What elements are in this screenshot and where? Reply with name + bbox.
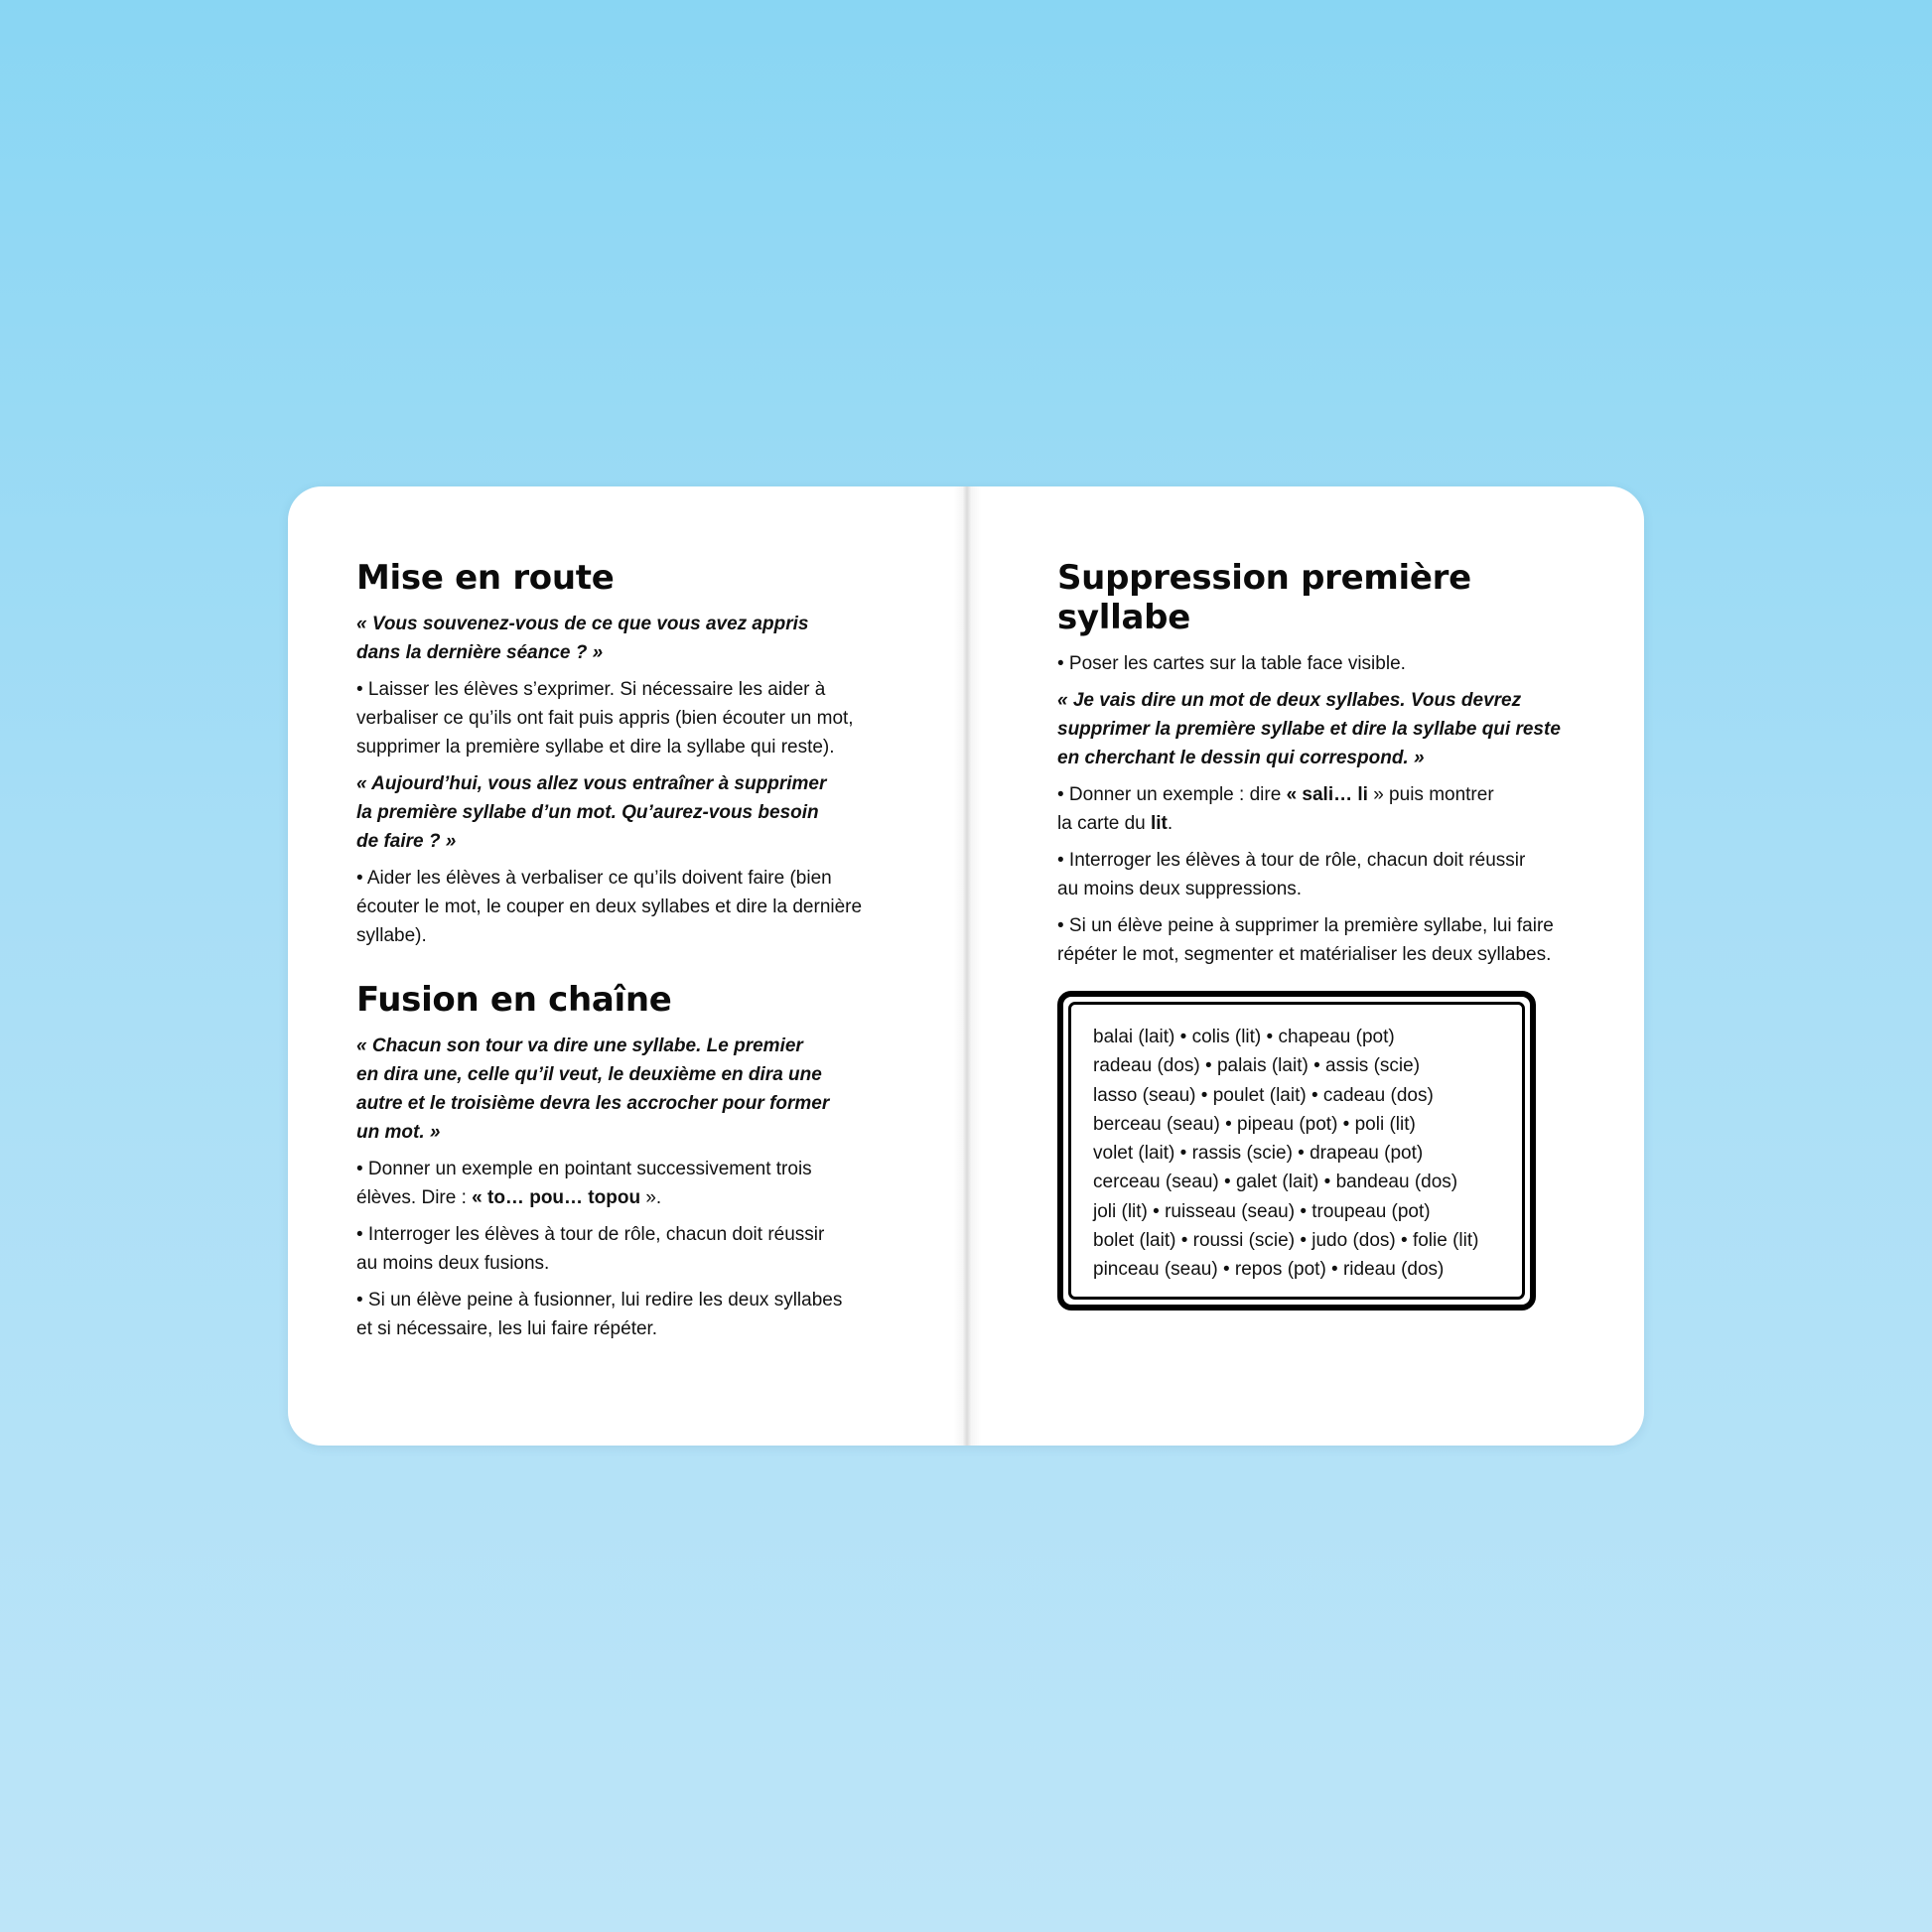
instruction-peine-fusion: • Si un élève peine à fusionner, lui redire les deux syllabes et si nécessaire, les lui faire répéter. (356, 1290, 843, 1339)
word-list-line: lasso (seau) • poulet (lait) • cadeau (dos) (1093, 1084, 1434, 1106)
quote-suppression: « Je vais dire un mot de deux syllabes. Vous devrez supprimer la première syllabe et dire la syllabe qui reste en cherchant le dessin qui correspond. » (1057, 690, 1561, 768)
section-title-mise-en-route: Mise en route (356, 558, 615, 598)
instruction-verbaliser: • Laisser les élèves s’exprimer. Si nécessaire les aider à verbaliser ce qu’ils ont fait puis appris (bien écouter un mot, supprimer la première syllabe et dire la syllabe qui reste). (356, 679, 854, 758)
word-list-line: volet (lait) • rassis (scie) • drapeau (pot) (1093, 1143, 1424, 1165)
instruction-interroger-suppression: • Interroger les élèves à tour de rôle, chacun doit réussir au moins deux suppressions. (1057, 850, 1526, 899)
instruction-exemple-suppression: • Donner un exemple : dire « sali… li » puis montrer la carte du lit. (1057, 784, 1494, 834)
word-list-line: bolet (lait) • roussi (scie) • judo (dos) • folie (lit) (1093, 1230, 1479, 1252)
quote-fusion: « Chacun son tour va dire une syllabe. Le premier en dira une, celle qu’il veut, le deuxième en dira une autre et le troisième devra les accrocher pour former un mot. » (356, 1035, 830, 1143)
quote-mise-en-route-1: « Vous souvenez-vous de ce que vous avez appris dans la dernière séance ? » (356, 614, 809, 663)
right-page (1057, 486, 1593, 1446)
word-list-box-inner (1068, 1002, 1525, 1300)
instruction-poser-cartes: • Poser les cartes sur la table face visible. (1057, 653, 1406, 674)
instruction-peine-suppression: • Si un élève peine à supprimer la première syllabe, lui faire répéter le mot, segmenter et matérialiser les deux syllabes. (1057, 915, 1554, 965)
word-list-box (1057, 991, 1536, 1311)
instruction-exemple-fusion: • Donner un exemple en pointant successivement trois élèves. Dire : « to… pou… topou ». (356, 1159, 812, 1208)
word-list-line: pinceau (seau) • repos (pot) • rideau (dos) (1093, 1259, 1445, 1281)
instruction-aider: • Aider les élèves à verbaliser ce qu’ils doivent faire (bien écouter le mot, le couper en deux syllabes et dire la dernière syllabe). (356, 868, 863, 946)
word-list-line: cerceau (seau) • galet (lait) • bandeau (dos) (1093, 1172, 1458, 1193)
section-title-suppression: Suppression première syllabe (1057, 558, 1471, 637)
page-fold (953, 486, 981, 1446)
word-list-line: balai (lait) • colis (lit) • chapeau (pot) (1093, 1027, 1395, 1047)
instruction-interroger-fusion: • Interroger les élèves à tour de rôle, chacun doit réussir au moins deux fusions. (356, 1224, 825, 1274)
booklet-spread (288, 486, 1644, 1446)
quote-mise-en-route-2: « Aujourd’hui, vous allez vous entraîner à supprimer la première syllabe d’un mot. Qu’aurez-vous besoin de faire ? » (356, 773, 827, 852)
section-title-fusion-en-chaine: Fusion en chaîne (356, 980, 672, 1020)
left-page (356, 486, 893, 1446)
word-list-line: radeau (dos) • palais (lait) • assis (scie) (1093, 1055, 1421, 1077)
word-list-line: berceau (seau) • pipeau (pot) • poli (lit) (1093, 1113, 1416, 1135)
word-list-line: joli (lit) • ruisseau (seau) • troupeau (pot) (1093, 1200, 1431, 1222)
